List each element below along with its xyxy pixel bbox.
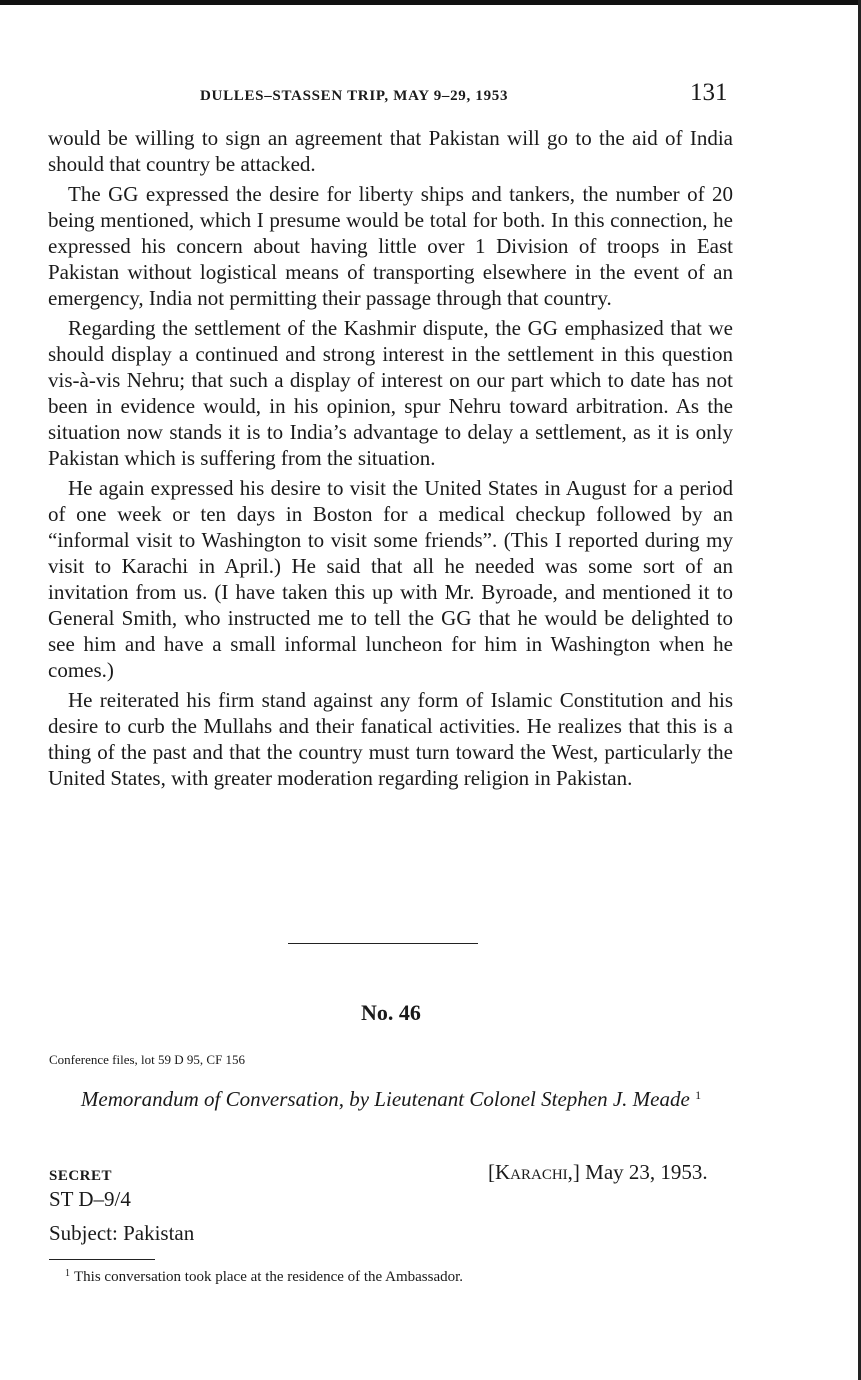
section-divider	[288, 943, 478, 944]
body-text	[48, 125, 733, 795]
date: May 23, 1953.	[585, 1160, 708, 1184]
classification-label: SECRET	[49, 1168, 113, 1184]
place: Karachi,	[495, 1160, 573, 1184]
footnote-mark: 1	[65, 1268, 70, 1279]
paragraph: The GG expressed the desire for liberty ships and tankers, the number of 20 being mentioned, which I presume would be total for both. In this connection, he expressed his concern about having little over 1 Division of troops in East Pakistan without logistical means of transporting elsewhere in the event of an emergency, India not permitting their passage through that country.	[48, 182, 733, 310]
place-bracket-open: [	[488, 1160, 495, 1184]
source-note: Conference files, lot 59 D 95, CF 156	[49, 1052, 246, 1067]
running-head: DULLES–STASSEN TRIP, MAY 9–29, 1953	[200, 88, 509, 104]
memo-title-text: Memorandum of Conversation, by Lieutenant Colonel Stephen J. Meade	[80, 1087, 690, 1111]
footnote-rule	[49, 1259, 155, 1260]
footnote-text: This conversation took place at the residence of the Ambassador.	[74, 1269, 464, 1285]
paragraph: He reiterated his firm stand against any form of Islamic Constitution and his desire to curb the Mullahs and their fanatical activities. He realizes that this is a thing of the past and that the country must turn toward the West, particularly the United States, with greater moderation regarding religion in Pakistan.	[48, 688, 733, 790]
document-code: ST D–9/4	[49, 1187, 131, 1211]
paragraph: Regarding the settlement of the Kashmir dispute, the GG emphasized that we should display a continued and strong interest in the settlement in this question vis-à-vis Nehru; that such a display of interest on our part which to date has not been in evidence would, in his opinion, spur Nehru toward arbitration. As the situation now stands it is to India’s advantage to delay a settlement, as it is only Pakistan which is suffering from the situation.	[48, 316, 733, 470]
document-number: No. 46	[361, 1000, 421, 1025]
footnote-reference: 1	[695, 1088, 702, 1102]
paragraph: He again expressed his desire to visit the United States in August for a period of one week or ten days in Boston for a medical checkup followed by an “informal visit to Washington to visit some friends”. (This I reported during my visit to Karachi in April.) He said that all he needed was some sort of an invitation from us. (I have taken this up with Mr. Byroade, and mentioned it to General Smith, who instructed me to tell the GG that he would be delighted to see him and have a small informal luncheon for him in Washington when he comes.)	[48, 476, 733, 682]
footnote	[65, 1268, 463, 1286]
paragraph: would be willing to sign an agreement that Pakistan will go to the aid of India should that country be attacked.	[48, 126, 733, 176]
top-edge-rule	[0, 0, 861, 5]
place-bracket-close: ]	[572, 1160, 580, 1184]
page-number: 131	[690, 79, 728, 106]
subject-line: Subject: Pakistan	[49, 1221, 195, 1245]
memo-title	[60, 1082, 722, 1112]
place-and-date	[488, 1160, 708, 1185]
